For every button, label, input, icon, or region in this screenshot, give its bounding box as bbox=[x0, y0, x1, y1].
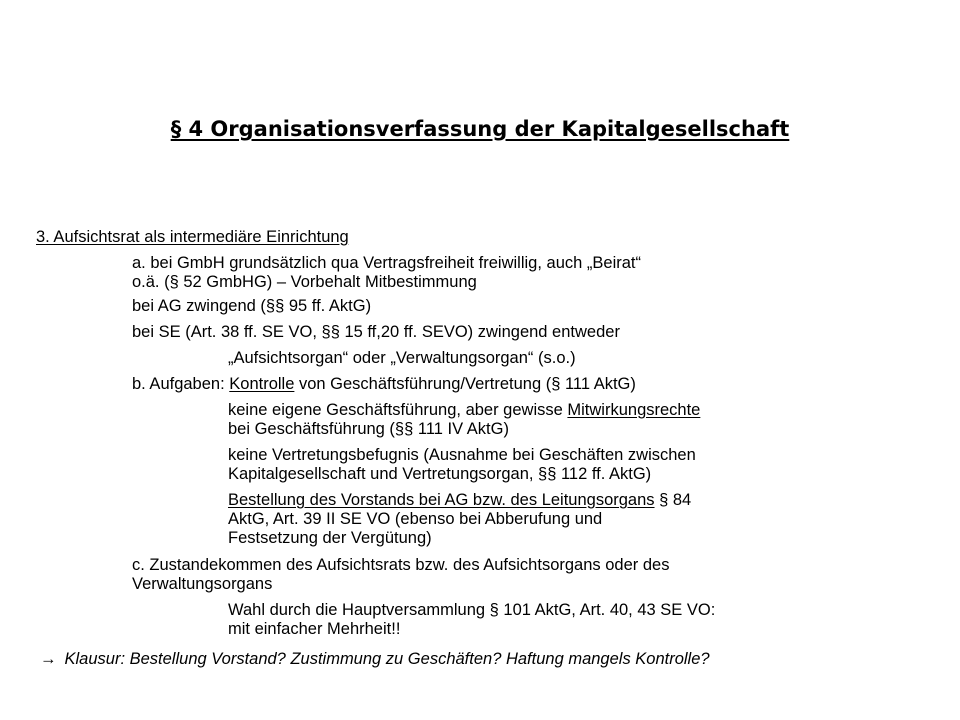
item-a-line2: o.ä. (§ 52 GmbHG) – Vorbehalt Mitbestimmung bbox=[132, 273, 477, 291]
item-gf-prefix: keine eigene Geschäftsführung, aber gewisse bbox=[228, 401, 568, 419]
item-vb-line2: Kapitalgesellschaft und Vertretungsorgan, §§ 112 ff. AktG) bbox=[228, 465, 652, 483]
item-gf-line1 bbox=[228, 401, 700, 419]
klausur-text: Klausur: Bestellung Vorstand? Zustimmung zu Geschäften? Haftung mangels Kontrolle? bbox=[64, 650, 710, 668]
item-a-line1: a. bei GmbH grundsätzlich qua Vertragsfreiheit freiwillig, auch „Beirat“ bbox=[132, 254, 641, 272]
slide-title: § 4 Organisationsverfassung der Kapitalgesellschaft bbox=[170, 117, 790, 141]
item-b-prefix: b. Aufgaben: bbox=[132, 375, 230, 393]
item-se-line2: „Aufsichtsorgan“ oder „Verwaltungsorgan“ (s.o.) bbox=[228, 349, 576, 367]
item-best-suffix: § 84 bbox=[654, 491, 692, 509]
klausur-line bbox=[40, 650, 710, 668]
item-b bbox=[132, 375, 636, 393]
item-best-line2: AktG, Art. 39 II SE VO (ebenso bei Abberufung und bbox=[228, 510, 603, 528]
item-vb-line1: keine Vertretungsbefugnis (Ausnahme bei Geschäften zwischen bbox=[228, 446, 696, 464]
item-se-line1: bei SE (Art. 38 ff. SE VO, §§ 15 ff,20 ff. SEVO) zwingend entweder bbox=[132, 323, 620, 341]
item-best-underlined: Bestellung des Vorstands bei AG bzw. des Leitungsorgans bbox=[228, 491, 655, 509]
item-ag: bei AG zwingend (§§ 95 ff. AktG) bbox=[132, 297, 372, 315]
item-c-line2: Verwaltungsorgans bbox=[132, 575, 273, 593]
item-b-kontrolle: Kontrolle bbox=[229, 375, 295, 393]
item-b-suffix: von Geschäftsführung/Vertretung (§ 111 AktG) bbox=[294, 375, 636, 393]
item-wahl-line2: mit einfacher Mehrheit!! bbox=[228, 620, 401, 638]
arrow-right-icon: → bbox=[40, 650, 57, 668]
item-best-line3: Festsetzung der Vergütung) bbox=[228, 529, 432, 547]
section-heading: 3. Aufsichtsrat als intermediäre Einrichtung bbox=[36, 228, 349, 246]
item-best-line1 bbox=[228, 491, 691, 509]
item-c-line1: c. Zustandekommen des Aufsichtsrats bzw. des Aufsichtsorgans oder des bbox=[132, 556, 670, 574]
item-gf-line2: bei Geschäftsführung (§§ 111 IV AktG) bbox=[228, 420, 509, 438]
item-wahl-line1: Wahl durch die Hauptversammlung § 101 AktG, Art. 40, 43 SE VO: bbox=[228, 601, 716, 619]
item-gf-mitwirkung: Mitwirkungsrechte bbox=[567, 401, 701, 419]
